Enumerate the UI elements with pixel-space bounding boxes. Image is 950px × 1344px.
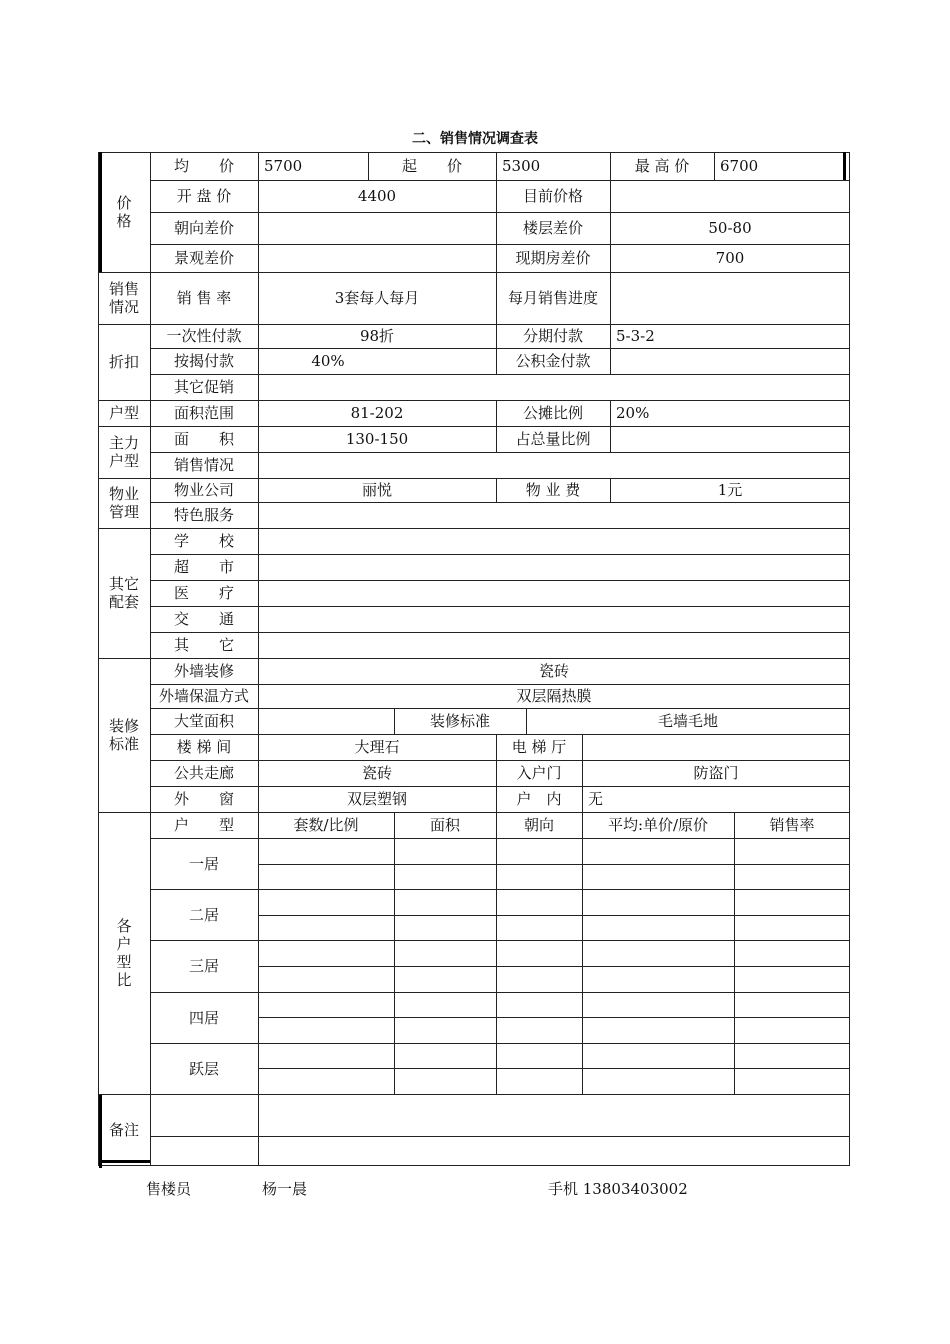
group-sales [98, 272, 150, 324]
grid-line-h [98, 324, 850, 325]
insulation-value: 双层隔热膜 [516, 687, 592, 705]
remarks-label-line: 备注 [108, 1121, 139, 1139]
view-diff-label: 景观差价 [173, 249, 234, 267]
fund-loan-label: 公积金付款 [515, 352, 591, 370]
elevator-hall-label: 电 梯 厅 [511, 738, 567, 756]
area-range-label: 面积范围 [173, 404, 234, 422]
grid-line-h [150, 734, 850, 735]
grid-line-h [150, 180, 850, 181]
grid-line-h [150, 374, 850, 375]
avg-price-value: 5700 [264, 157, 303, 175]
property-fee-label: 物 业 费 [525, 481, 581, 499]
group-property [98, 478, 150, 528]
grid-line-v [610, 324, 611, 374]
grid-line-h [150, 760, 850, 761]
special-service-label: 特色服务 [173, 506, 234, 524]
group-price-line: 格 [116, 212, 132, 230]
group-sales-line: 销售 [108, 280, 139, 298]
grid-line-h [150, 452, 850, 453]
grid-line-h [150, 1043, 850, 1044]
group-facilities [98, 528, 150, 658]
group-property-line: 管理 [108, 503, 139, 521]
grid-line-h [98, 426, 850, 427]
grid-line-v [258, 1094, 259, 1166]
ratio-header: 面积 [429, 816, 460, 834]
unit-type-label: 一居 [188, 855, 219, 873]
grid-line-h [150, 684, 850, 685]
indoor-value: 无 [588, 790, 604, 808]
form-title: 二、销售情况调查表 [412, 131, 538, 147]
unit-type-label: 二居 [188, 906, 219, 924]
grid-line-h [150, 992, 850, 993]
group-sales-line: 情况 [108, 298, 139, 316]
grid-line-v [582, 812, 583, 1094]
spot-diff-value: 700 [715, 249, 745, 267]
grid-line-h [258, 1068, 850, 1069]
start-price-value: 5300 [502, 157, 541, 175]
group-unit-ratio-line: 户 [116, 935, 132, 953]
remarks-label [98, 1094, 150, 1166]
floor-diff-value: 50-80 [708, 219, 752, 237]
grid-line-h [98, 812, 850, 813]
spot-diff-label: 现期房差价 [515, 249, 591, 267]
sales-survey-form [98, 152, 850, 1166]
property-company-value: 丽悦 [361, 481, 392, 499]
grid-line-v [258, 812, 259, 1094]
seller-phone: 手机 13803403002 [548, 1180, 688, 1198]
grid-line-h [98, 152, 850, 153]
unit-type-label: 四居 [188, 1009, 219, 1027]
group-unit-line: 户型 [108, 404, 139, 422]
grid-line-h [98, 1094, 850, 1095]
grid-line-h [258, 966, 850, 967]
main-sales-label: 销售情况 [173, 456, 234, 474]
thick-border [843, 152, 846, 180]
facility-item: 学 校 [173, 532, 234, 550]
mortgage-label: 按揭付款 [173, 352, 234, 370]
grid-line-v [258, 528, 259, 658]
group-unit-ratio [98, 812, 150, 1094]
grid-line-h [150, 502, 850, 503]
group-decoration-line: 标准 [108, 735, 139, 753]
grid-line-v [714, 152, 715, 180]
grid-line-h [150, 348, 850, 349]
grid-line-h [98, 658, 850, 659]
facility-item: 其 它 [173, 636, 234, 654]
grid-line-h [150, 786, 850, 787]
max-price-value: 6700 [720, 157, 759, 175]
grid-line-h [150, 554, 850, 555]
grid-line-h [150, 632, 850, 633]
other-promo-label: 其它促销 [173, 378, 234, 396]
seller-label: 售楼员 [146, 1180, 192, 1198]
property-company-label: 物业公司 [173, 481, 234, 499]
grid-line-v [734, 812, 735, 1094]
entry-door-label: 入户门 [516, 764, 562, 782]
group-discount-line: 折扣 [108, 353, 139, 371]
max-price-label: 最 高 价 [634, 157, 690, 175]
share-ratio-value: 20% [616, 404, 650, 422]
group-facilities-line: 其它 [108, 575, 139, 593]
sales-progress-label: 每月销售进度 [507, 289, 598, 307]
group-main-unit-line: 户型 [108, 452, 139, 470]
property-fee-value: 1元 [717, 481, 743, 499]
facility-item: 医 疗 [173, 584, 234, 602]
group-unit [98, 400, 150, 426]
grid-line-v [258, 152, 259, 272]
grid-line-h [150, 1136, 850, 1137]
grid-line-h [98, 478, 850, 479]
unit-type-label: 三居 [188, 957, 219, 975]
sales-rate-value: 3套每人每月 [334, 289, 420, 307]
exterior-wall-label: 外墙装修 [173, 662, 234, 680]
current-price-label: 目前价格 [522, 187, 583, 205]
ratio-header: 朝向 [523, 816, 554, 834]
grid-line-h [258, 915, 850, 916]
grid-line-h [150, 212, 850, 213]
grid-line-h [98, 400, 850, 401]
exterior-wall-value: 瓷砖 [538, 662, 569, 680]
grid-line-h [98, 1165, 850, 1166]
grid-line-h [258, 864, 850, 865]
grid-line-h [150, 889, 850, 890]
ratio-header: 套数/比例 [293, 816, 359, 834]
mortgage-value: 40% [311, 352, 345, 370]
group-main-unit [98, 426, 150, 478]
sales-rate-label: 销 售 率 [176, 289, 232, 307]
open-price-value: 4400 [357, 187, 397, 205]
entry-door-value: 防盗门 [693, 764, 739, 782]
lump-sum-label: 一次性付款 [166, 327, 242, 345]
group-price-line: 价 [116, 194, 132, 212]
grid-line-v [610, 400, 611, 452]
facility-item: 交 通 [173, 610, 234, 628]
installment-label: 分期付款 [522, 327, 583, 345]
group-main-unit-line: 主力 [108, 434, 139, 452]
grid-line-h [150, 272, 850, 273]
lump-sum-value: 98折 [359, 327, 395, 345]
ratio-header: 销售率 [769, 816, 815, 834]
main-area-value: 130-150 [345, 430, 409, 448]
open-price-label: 开 盘 价 [176, 187, 232, 205]
grid-line-h [98, 528, 850, 529]
corridor-value: 瓷砖 [361, 764, 392, 782]
facility-item: 超 市 [173, 558, 234, 576]
grid-line-v [394, 812, 395, 1094]
exterior-window-label: 外 窗 [173, 790, 234, 808]
group-property-line: 物业 [108, 485, 139, 503]
group-discount [98, 324, 150, 400]
grid-line-v [258, 658, 259, 812]
ratio-header: 平均:单价/原价 [607, 816, 709, 834]
corridor-label: 公共走廊 [173, 764, 234, 782]
grid-line-h [150, 244, 850, 245]
main-area-label: 面 积 [173, 430, 234, 448]
installment-value: 5-3-2 [616, 327, 655, 345]
total-ratio-label: 占总量比例 [515, 430, 591, 448]
grid-line-h [258, 1017, 850, 1018]
orient-diff-label: 朝向差价 [173, 219, 234, 237]
stairwell-label: 楼 梯 间 [176, 738, 232, 756]
grid-line-h [150, 940, 850, 941]
grid-line-v [610, 272, 611, 324]
group-decoration [98, 658, 150, 812]
unit-type-label: 跃层 [188, 1060, 219, 1078]
exterior-window-value: 双层塑钢 [346, 790, 407, 808]
area-range-value: 81-202 [350, 404, 404, 422]
grid-line-v [849, 152, 850, 1166]
ratio-header: 户 型 [173, 816, 234, 834]
group-unit-ratio-line: 型 [116, 953, 132, 971]
lobby-area-label: 大堂面积 [173, 712, 234, 730]
seller-name: 杨一晨 [262, 1180, 308, 1198]
share-ratio-label: 公摊比例 [522, 404, 583, 422]
insulation-label: 外墙保温方式 [158, 687, 249, 705]
start-price-label: 起 价 [401, 157, 462, 175]
group-unit-ratio-line: 各 [116, 917, 132, 935]
group-decoration-line: 装修 [108, 717, 139, 735]
deco-standard-value: 毛墙毛地 [657, 712, 718, 730]
stairwell-value: 大理石 [354, 738, 400, 756]
group-unit-ratio-line: 比 [116, 971, 132, 989]
grid-line-v [496, 812, 497, 1094]
grid-line-h [150, 708, 850, 709]
group-price [98, 152, 150, 272]
indoor-label: 户 内 [516, 790, 562, 808]
grid-line-h [150, 580, 850, 581]
grid-line-h [150, 838, 850, 839]
grid-line-h [150, 606, 850, 607]
floor-diff-label: 楼层差价 [522, 219, 583, 237]
group-facilities-line: 配套 [108, 593, 139, 611]
deco-standard-label: 装修标准 [429, 712, 490, 730]
avg-price-label: 均 价 [173, 157, 234, 175]
